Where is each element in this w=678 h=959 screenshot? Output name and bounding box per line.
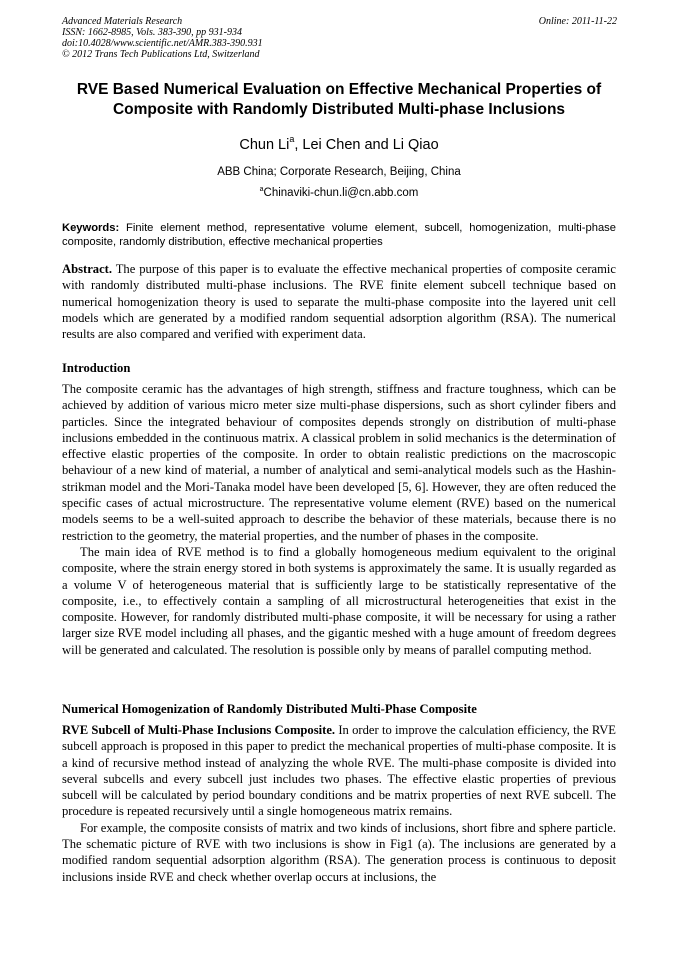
copyright-line: © 2012 Trans Tech Publications Ltd, Switzerland (62, 49, 260, 60)
section-homogenization-body (62, 722, 616, 885)
paper-title: RVE Based Numerical Evaluation on Effective Mechanical Properties of Composite with Randomly Distributed Multi-phase Inclusions (76, 81, 602, 118)
introduction-paragraph-1: The composite ceramic has the advantages of high strength, stiffness and fracture toughness, which can be achieved by addition of various micro meter size multi-phase dispersions, such as short cylinder fibers and particles. Since the integrated behaviour of composites depends strongly on distribution of multi-phase inclusions embedded in the continuous matrix. A classical problem in solid mechanics is the determination of effective elastic properties of the composite. In order to obtain realistic predictions on the macroscopic behaviour of a new kind of material, a number of analytical and semi-analytical models such as the Hashin-strikman model and the Mori-Tanaka model have been developed [5, 6]. However, they are often reduced the specific cases of actual microstructure. The representative volume element (RVE) based on the numerical models seems to be a well-suited approach to describe the behavior of these materials, because there is no restriction to the geometry, the material properties, and the number of phases in the composite. (62, 382, 616, 543)
introduction-body (62, 381, 616, 658)
issn-line: ISSN: 1662-8985, Vols. 383-390, pp 931-934 (62, 27, 242, 38)
author-list (62, 131, 616, 154)
abstract (62, 261, 616, 342)
subsection-paragraph-1: In order to improve the calculation efficiency, the RVE subcell approach is proposed in this paper to predict the mechanical properties of multi-phase composite. It is a kind of recursive method instead of analyzing the whole RVE. The multi-phase composite is divided into several subcells and every subcell just includes two phases. The effective elastic properties of previous subcell will be calculated by period boundary conditions and be matrix properties of next RVE subcell. The procedure is repeated recursively until a single homogeneous matrix remains. (62, 723, 616, 819)
first-author: Chun Li (239, 136, 290, 153)
subsection-label: RVE Subcell of Multi-Phase Inclusions Composite. (62, 723, 336, 737)
doi-line: doi:10.4028/www.scientific.net/AMR.383-390.931 (62, 38, 263, 49)
online-date: Online: 2011-11-22 (538, 16, 617, 27)
affiliation: ABB China; Corporate Research, Beijing, China (217, 166, 461, 178)
other-authors: , Lei Chen and Li Qiao (294, 136, 439, 153)
first-author-affil-mark: a (289, 134, 295, 144)
email-affil-mark: a (259, 186, 264, 193)
keywords-label: Keywords: (62, 222, 120, 234)
email-address: Chinaviki-chun.li@cn.abb.com (263, 186, 419, 199)
journal-name: Advanced Materials Research (62, 16, 183, 27)
introduction-heading: Introduction (62, 361, 131, 375)
keywords-text: Finite element method, representative volume element, subcell, homogenization, multi-phase composite, randomly distribution, effective mechanical properties (62, 222, 616, 248)
author-email (62, 183, 616, 200)
publication-header (62, 16, 617, 60)
abstract-label: Abstract. (62, 262, 113, 276)
section-heading-homogenization: Numerical Homogenization of Randomly Distributed Multi-Phase Composite (62, 702, 477, 716)
abstract-text: The purpose of this paper is to evaluate the effective mechanical properties of composite ceramic with randomly distributed multi-phase inclusions. The RVE finite element subcell technique based on numerical homogenization theory is used to separate the multi-phase composite into the layered unit cell models which are generated by a modified random sequential adsorption algorithm (RSA). The numerical results are also compared and verified with experiment data. (62, 262, 616, 342)
introduction-paragraph-2: The main idea of RVE method is to find a globally homogeneous medium equivalent to the original composite, where the strain energy stored in both systems is approximately the same. It is usually regarded as a volume V of heterogeneous material that is sufficiently large to be statistically representative of the composite, i.e., to effectively contain a sampling of all microstructural heterogeneities that exist in the composite. However, for randomly distributed multi-phase composite, it will be necessary for using a rather larger size RVE model including all phases, and the gigantic meshed with a huge amount of freedom degrees will be generated and calculated. The resolution is possible only by means of parallel computing method. (62, 544, 616, 657)
subsection-paragraph-2: For example, the composite consists of matrix and two kinds of inclusions, short fibre and sphere particle. The schematic picture of RVE with two inclusions is show in Fig1 (a). The inclusions are generated by a modified random sequential adsorption algorithm (RSA). The generation process is continuous to deposit inclusions inside RVE and check whether overlap occurs at inclusions, the (62, 820, 616, 884)
keywords (62, 221, 616, 249)
